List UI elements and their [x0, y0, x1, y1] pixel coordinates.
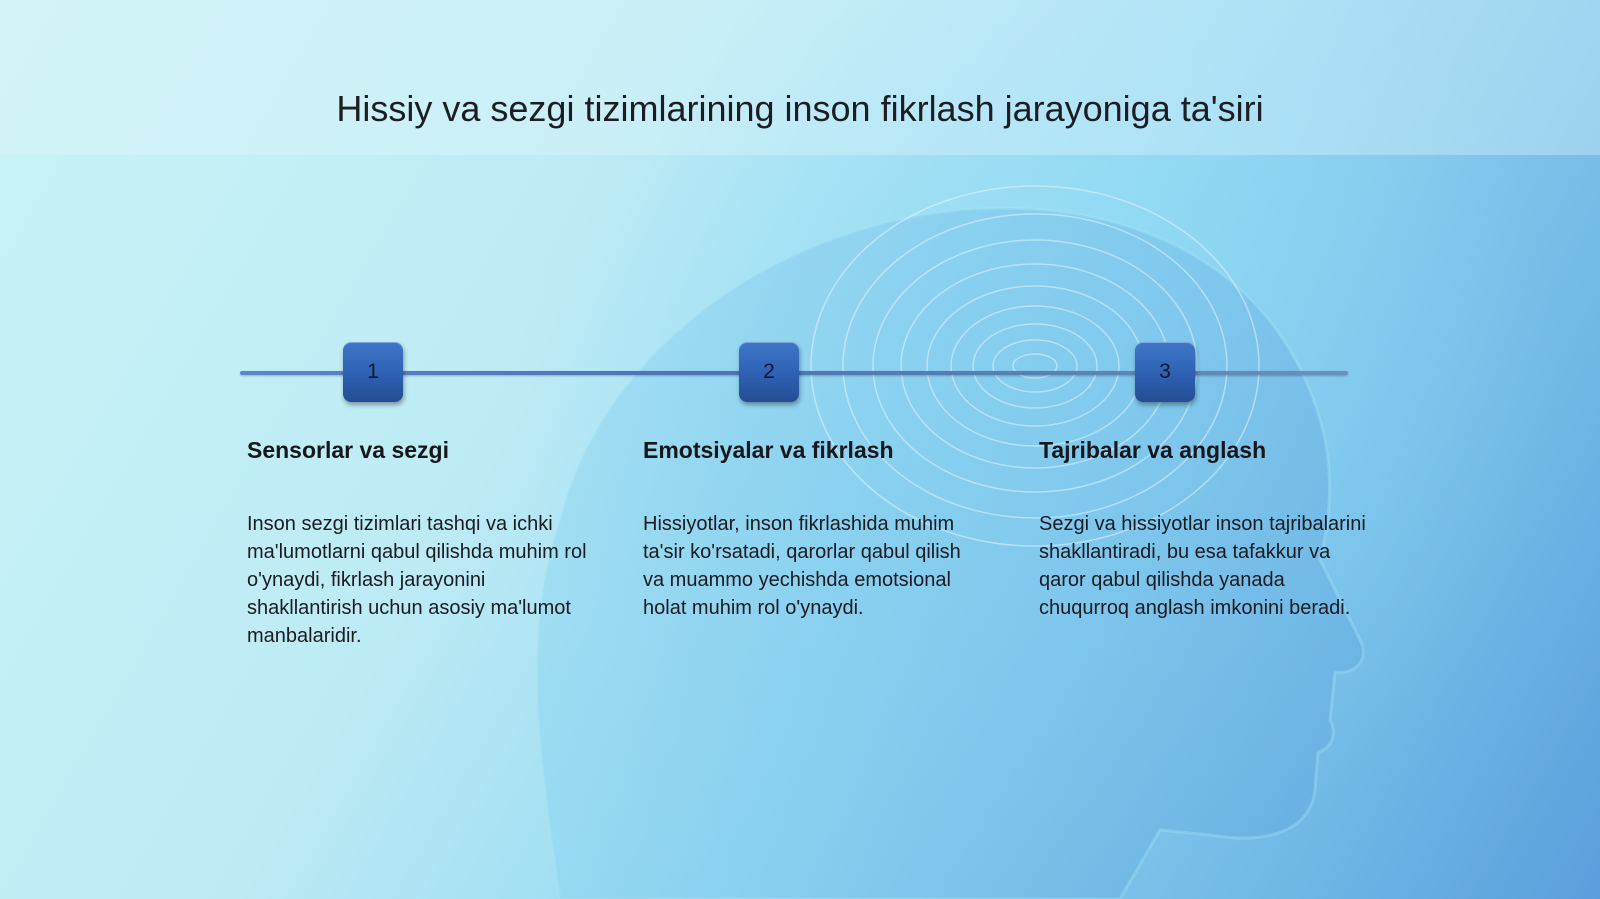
step-heading: Emotsiyalar va fikrlash: [643, 437, 894, 463]
step-marker-2: 2: [739, 342, 799, 402]
step-3: [1039, 437, 1379, 622]
step-1: [247, 437, 587, 650]
step-marker-3: 3: [1135, 342, 1195, 402]
step-heading: Sensorlar va sezgi: [247, 437, 449, 463]
step-heading: Tajribalar va anglash: [1039, 437, 1267, 463]
step-description: Sezgi va hissiyotlar inson tajribalarini shakllantiradi, bu esa tafakkur va qaror qabul qilishda yanada chuqurroq anglash imkonini beradi.: [1039, 513, 1366, 619]
slide-title: Hissiy va sezgi tizimlarining inson fikrlash jarayoniga ta'siri: [336, 88, 1264, 129]
step-description: Hissiyotlar, inson fikrlashida muhim ta'sir ko'rsatadi, qarorlar qabul qilish va muammo yechishda emotsional holat muhim rol o'ynaydi.: [643, 513, 961, 619]
step-description: Inson sezgi tizimlari tashqi va ichki ma'lumotlarni qabul qilishda muhim rol o'ynaydi, fikrlash jarayonini shakllantirish uchun asosiy ma'lumot manbalaridir.: [247, 513, 587, 647]
step-2: [643, 437, 983, 622]
step-marker-1: 1: [343, 342, 403, 402]
